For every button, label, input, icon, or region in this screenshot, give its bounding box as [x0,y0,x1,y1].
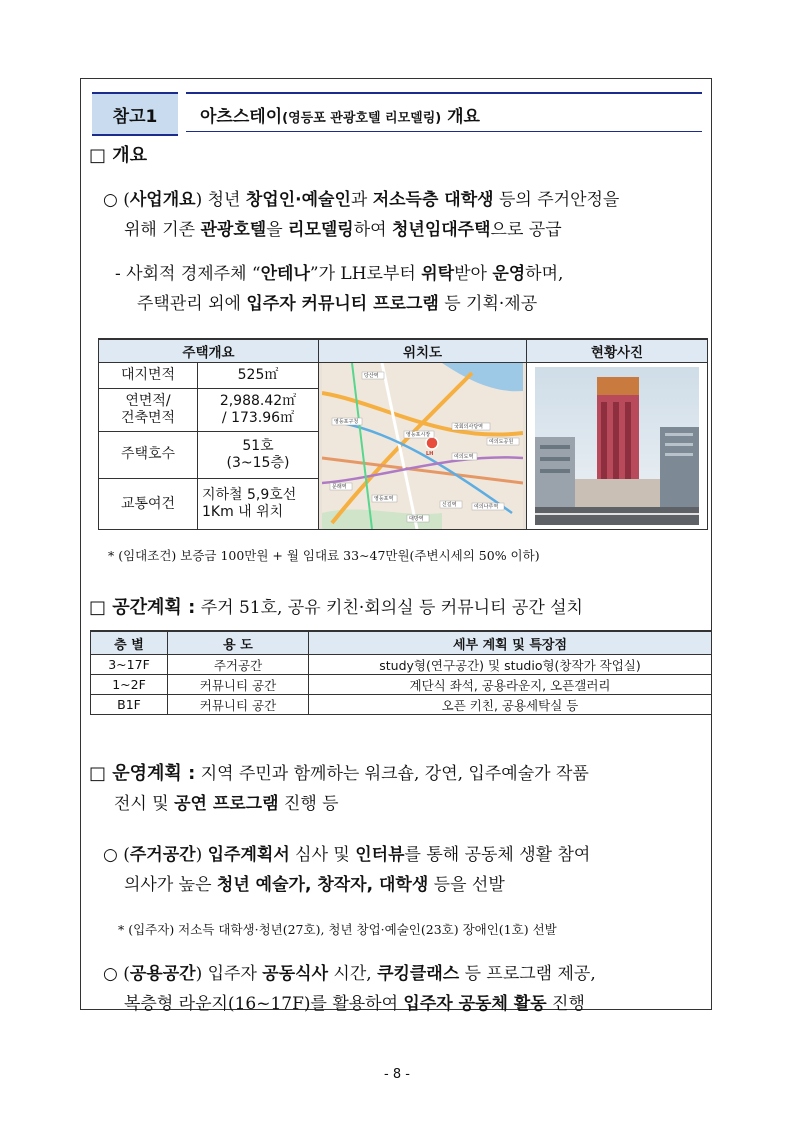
dash-operator: - 사회적 경제주체 “안테나”가 LH로부터 위탁받아 운영하며, [115,264,564,284]
space-plan: □ 공간계획 : 주거 51호, 공유 키친·회의실 등 커뮤니티 공간 설치 [89,597,583,618]
col-header-photo: 현황사진 [527,339,708,363]
col-header-use: 용 도 [168,631,309,655]
map-label: 국회의사당역 [454,424,483,430]
operation-plan: □ 운영계획 : 지역 주민과 함께하는 워크숍, 강연, 입주예술가 작품 [89,763,589,784]
row-value: 51호 (3~15층) [198,431,319,479]
bullet-residential: ○ (주거공간) 입주계획서 심사 및 인터뷰를 통해 공동체 생활 참여 [103,845,591,865]
row-label: 연면적/ 건축면적 [99,389,198,431]
cell-details: study형(연구공간) 및 studio형(창작가 작업실) [309,655,712,675]
col-header-location: 위치도 [319,339,527,363]
map-label: 여의도공원 [489,439,514,445]
table-row [91,695,712,715]
bullet-common-space-line2: 복층형 라운지(16~17F)를 활용하여 입주자 공동체 활동 진행 [124,994,585,1014]
header-rule-top [186,92,702,94]
col-header-overview: 주택개요 [99,339,319,363]
dash-operator-line2: 주택관리 외에 입주자 커뮤니티 프로그램 등 기획·제공 [137,294,538,314]
row-label: 주택호수 [99,431,198,479]
bullet-residential-line2: 의사가 높은 청년 예술가, 창작자, 대학생 등을 선발 [124,875,505,895]
cell-floor: 3~17F [91,655,168,675]
bullet-business-overview-line2: 위해 기존 관광호텔을 리모델링하여 청년임대주택으로 공급 [124,220,562,240]
rent-condition-note: * (임대조건) 보증금 100만원 + 월 임대료 33∼47만원(주변시세의 50% 이하) [108,548,540,563]
cell-details: 계단식 좌석, 공용라운지, 오픈갤러리 [309,675,712,695]
section-badge: 참고1 [92,92,178,136]
page-title: 아츠스테이(영등포 관광호텔 리모델링) 개요 [200,107,480,127]
map-graphic [322,363,523,529]
bullet-business-overview: ○ (사업개요) 청년 창업인·예술인과 저소득층 대학생 등의 주거안정을 [103,190,620,210]
row-value: 2,988.42㎡ / 173.96㎡ [198,389,319,431]
map-label: 영등포시장 [406,432,431,438]
map-label: 여의도역 [454,454,474,460]
col-header-details: 세부 계획 및 특장점 [309,631,712,655]
row-value: 지하철 5,9호선 1Km 내 위치 [198,479,319,530]
building-photo [535,367,699,525]
row-value: 525㎡ [198,363,319,389]
map-label: 대방역 [409,516,424,522]
cell-use: 커뮤니티 공간 [168,675,309,695]
cell-floor: 1~2F [91,675,168,695]
table-row [91,675,712,695]
map-label: 영등포구청 [334,419,359,425]
map-label: 문래역 [332,484,347,490]
cell-use: 커뮤니티 공간 [168,695,309,715]
header-rule-bottom [186,131,702,132]
col-header-floor: 층 별 [91,631,168,655]
map-label: 여의나루역 [474,504,499,510]
cell-floor: B1F [91,695,168,715]
bullet-common-space: ○ (공용공간) 입주자 공동식사 시간, 쿠킹클래스 등 프로그램 제공, [103,964,596,984]
map-label: LH [426,451,434,457]
resident-note: * (입주자) 저소득 대학생·청년(27호), 청년 창업·예술인(23호) 장애인(1호) 선발 [118,922,557,937]
operation-plan-line2: 전시 및 공연 프로그램 진행 등 [114,794,339,814]
cell-use: 주거공간 [168,655,309,675]
page-number: - 8 - [384,1067,410,1082]
map-label: 당산역 [364,373,379,379]
map-label: 영등포역 [374,496,394,502]
overview-heading: □ 개요 [89,145,148,166]
table-row [91,655,712,675]
cell-details: 오픈 키친, 공용세탁실 등 [309,695,712,715]
site-photo [527,363,708,530]
row-label: 교통여건 [99,479,198,530]
location-map [319,363,527,530]
map-label: 신길역 [442,502,457,508]
floor-plan-table [90,630,712,715]
row-label: 대지면적 [99,363,198,389]
housing-info-table [98,338,708,530]
